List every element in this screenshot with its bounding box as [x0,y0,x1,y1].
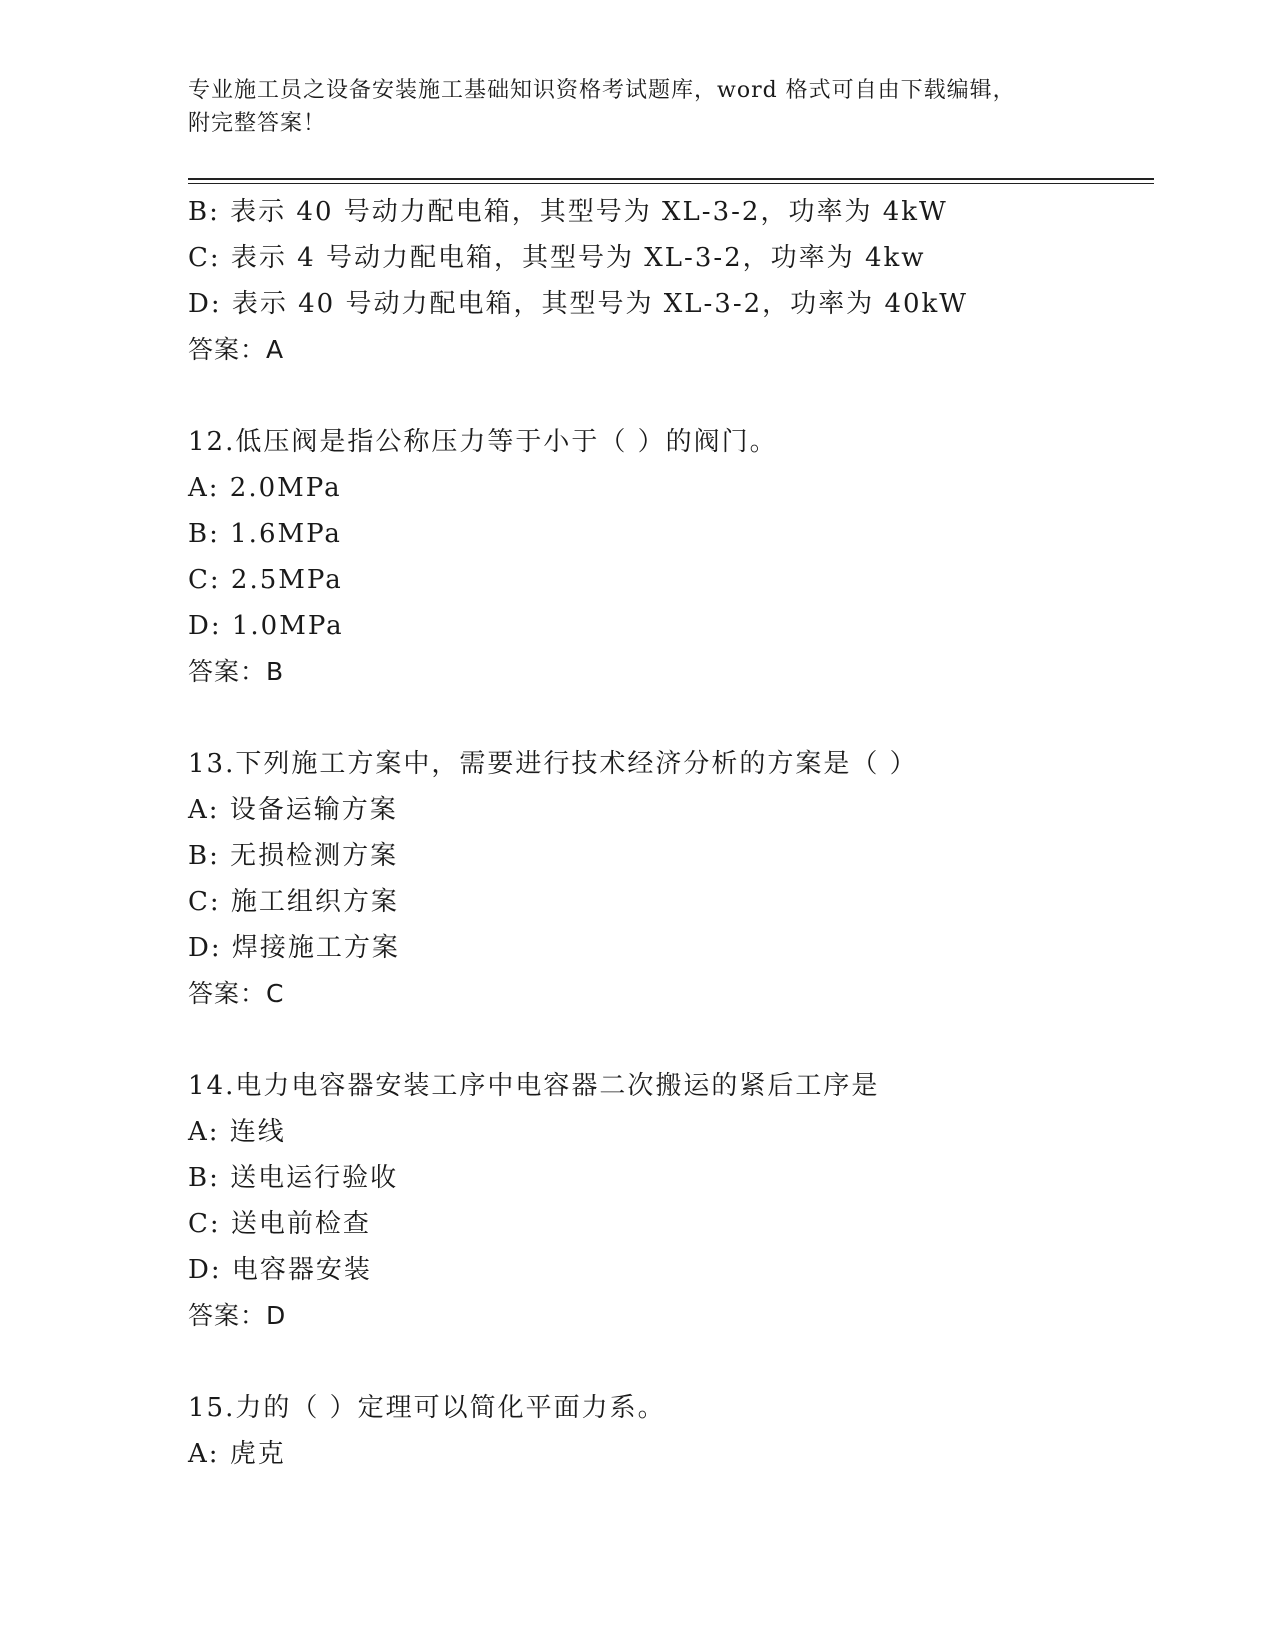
spacer [188,1339,1148,1385]
option-c: C: 施工组织方案 [188,887,399,917]
option-c: C: 表示 4 号动力配电箱，其型号为 XL-3-2，功率为 4kw [188,243,926,273]
answer-line: 答案：B [188,657,285,686]
spacer [188,1017,1148,1063]
question-stem: 12.低压阀是指公称压力等于小于（ ）的阀门。 [188,427,778,457]
option-d: D: 电容器安装 [188,1255,372,1285]
option-b: B: 表示 40 号动力配电箱，其型号为 XL-3-2，功率为 4kW [188,197,948,227]
question-block-12 [188,419,1148,695]
question-stem: 14.电力电容器安装工序中电容器二次搬运的紧后工序是 [188,1071,880,1101]
question-list [188,189,1148,1477]
header-divider-thick [188,178,1154,180]
question-stem: 13.下列施工方案中，需要进行技术经济分析的方案是（ ） [188,749,918,779]
option-d: D: 焊接施工方案 [188,933,400,963]
answer-line: 答案：A [188,335,285,364]
question-block-13 [188,741,1148,1017]
answer-line: 答案：D [188,1301,287,1330]
question-stem: 15.力的（ ）定理可以简化平面力系。 [188,1393,666,1423]
option-a: A: 连线 [188,1117,286,1147]
option-a: A: 设备运输方案 [188,795,398,825]
option-a: A: 虎克 [188,1439,286,1469]
question-block-14 [188,1063,1148,1339]
header-title-line-1: 专业施工员之设备安装施工基础知识资格考试题库，word 格式可自由下载编辑， [188,78,1016,103]
option-d: D: 1.0MPa [188,611,344,641]
question-block-15 [188,1385,1148,1477]
header-divider-thin [188,183,1154,184]
option-b: B: 无损检测方案 [188,841,399,871]
option-b: B: 送电运行验收 [188,1163,399,1193]
spacer [188,373,1148,419]
option-a: A: 2.0MPa [188,473,342,503]
document-header [188,74,1088,140]
question-block-11-fragment [188,189,1148,373]
option-c: C: 送电前检查 [188,1209,371,1239]
option-c: C: 2.5MPa [188,565,343,595]
option-b: B: 1.6MPa [188,519,342,549]
option-d: D: 表示 40 号动力配电箱，其型号为 XL-3-2，功率为 40kW [188,289,969,319]
answer-line: 答案：C [188,979,285,1008]
spacer [188,695,1148,741]
header-title-line-2: 附完整答案！ [188,111,327,136]
